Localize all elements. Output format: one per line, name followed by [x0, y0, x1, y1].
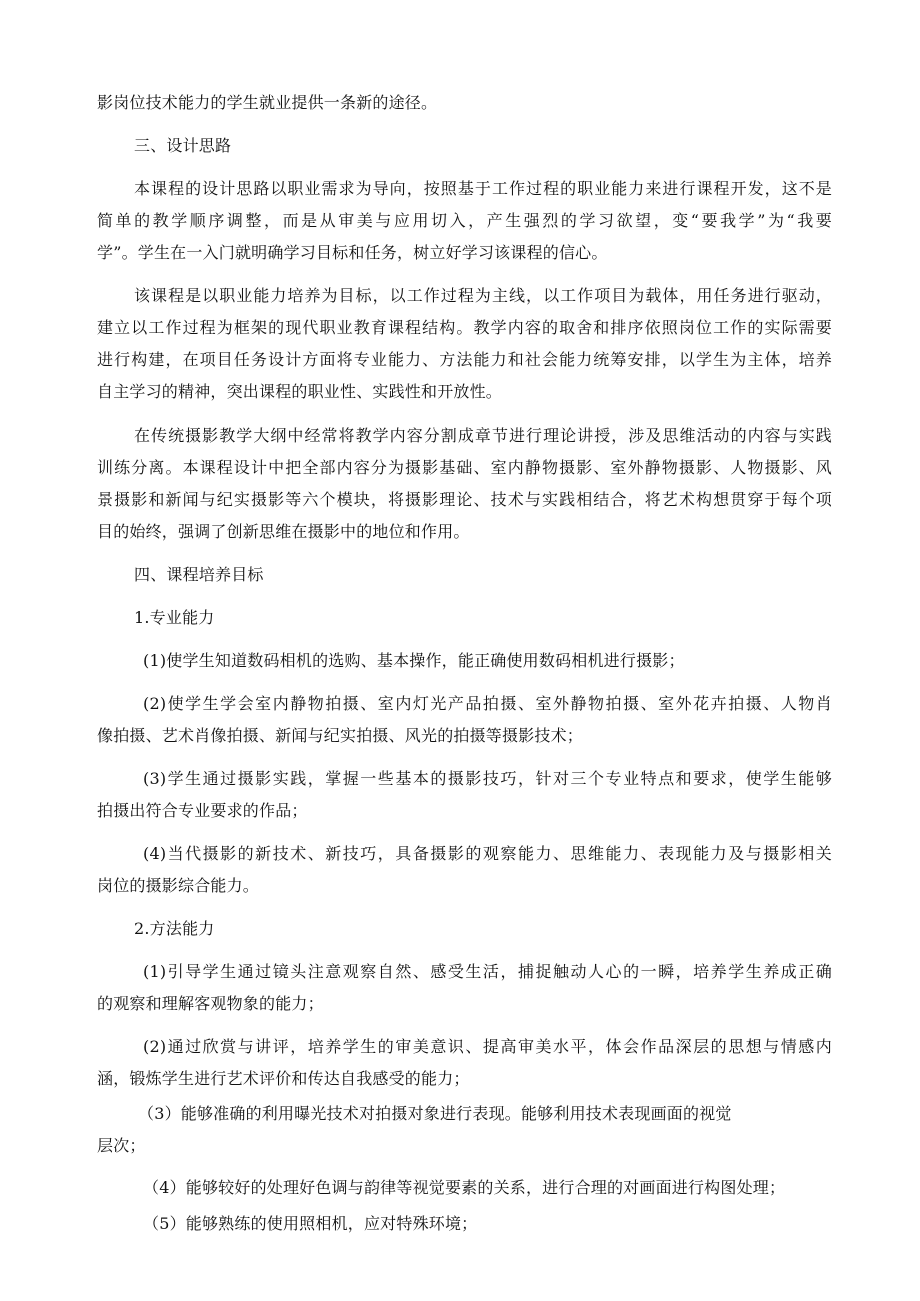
subheading-method: 2.方法能力 [134, 919, 215, 938]
text-line: 进行构建，在项目任务设计方面将专业能力、方法能力和社会能力统筹安排，以学生为主体，培养 [97, 350, 832, 369]
text-line: 建立以工作过程为框架的现代职业教育课程结构。教学内容的取舍和排序依照岗位工作的实际需要 [97, 318, 832, 337]
text-line: 该课程是以职业能力培养为目标，以工作过程为主线，以工作项目为载体，用任务进行驱动， [134, 286, 832, 305]
text-line: 学”。学生在一入门就明确学习目标和任务，树立好学习该课程的信心。 [97, 243, 608, 262]
list-item: （4）能够较好的处理好色调与韵律等视觉要素的关系，进行合理的对画面进行构图处理； [143, 1178, 786, 1197]
text-line: 在传统摄影教学大纲中经常将教学内容分割成章节进行理论讲授，涉及思维活动的内容与实践 [134, 426, 832, 445]
list-item: （3）能够准确的利用曝光技术对拍摄对象进行表现。能够利用技术表现画面的视觉 [138, 1104, 732, 1123]
list-item: (1)使学生知道数码相机的选购、基本操作，能正确使用数码相机进行摄影； [143, 651, 685, 670]
text-line: 简单的教学顺序调整，而是从审美与应用切入，产生强烈的学习欲望，变“要我学”为“我要 [97, 211, 832, 230]
text-line: 的观察和理解客观物象的能力； [97, 994, 324, 1013]
section-heading-goals: 四、课程培养目标 [134, 565, 264, 584]
list-item: (2)使学生学会室内静物拍摄、室内灯光产品拍摄、室外静物拍摄、室外花卉拍摄、人物肖 [143, 694, 832, 713]
text-line: 自主学习的精神，突出课程的职业性、实践性和开放性。 [97, 382, 503, 401]
list-item: (4)当代摄影的新技术、新技巧，具备摄影的观察能力、思维能力、表现能力及与摄影相关 [143, 844, 832, 863]
list-item: （5）能够熟练的使用照相机，应对特殊环境； [143, 1214, 478, 1233]
text-line: 像拍摄、艺术肖像拍摄、新闻与纪实拍摄、风光的拍摄等摄影技术； [97, 726, 584, 745]
text-line: 拍摄出符合专业要求的作品； [97, 801, 308, 820]
list-item: (1)引导学生通过镜头注意观察自然、感受生活，捕捉触动人心的一瞬，培养学生养成正确 [143, 962, 832, 981]
text-line: 景摄影和新闻与纪实摄影等六个模块，将摄影理论、技术与实践相结合，将艺术构想贯穿于每个项 [97, 490, 832, 509]
text-line: 目的始终，强调了创新思维在摄影中的地位和作用。 [97, 522, 470, 541]
section-heading-design: 三、设计思路 [134, 136, 232, 155]
text-line: 层次； [97, 1136, 146, 1155]
list-item: (2)通过欣赏与讲评，培养学生的审美意识、提高审美水平，体会作品深层的思想与情感内 [143, 1037, 832, 1056]
text-line: 涵，锻炼学生进行艺术评价和传达自我感受的能力； [97, 1069, 470, 1088]
text-line: 岗位的摄影综合能力。 [97, 876, 260, 895]
text-line: 本课程的设计思路以职业需求为导向，按照基于工作过程的职业能力来进行课程开发，这不是 [134, 179, 832, 198]
text-line: 训练分离。本课程设计中把全部内容分为摄影基础、室内静物摄影、室外静物摄影、人物摄影、风 [97, 458, 832, 477]
text-line: 影岗位技术能力的学生就业提供一条新的途径。 [97, 93, 438, 112]
subheading-professional: 1.专业能力 [134, 608, 215, 627]
list-item: (3)学生通过摄影实践，掌握一些基本的摄影技巧，针对三个专业特点和要求，使学生能够 [143, 769, 832, 788]
